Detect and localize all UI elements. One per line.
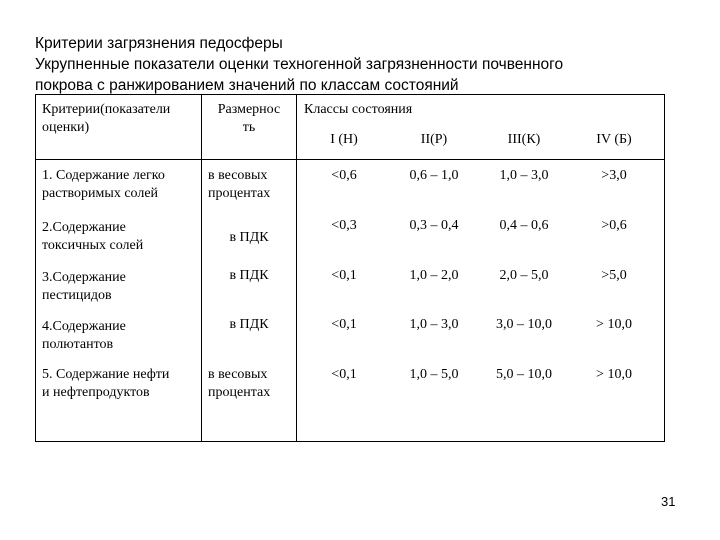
row-5-class-4: > 10,0 xyxy=(596,367,632,382)
row-2-class-1: <0,3 xyxy=(331,218,357,233)
header-class-3: III(К) xyxy=(507,132,541,147)
row-1-class-1: <0,6 xyxy=(331,168,357,183)
row-1-class-2: 0,6 – 1,0 xyxy=(409,168,459,183)
row-5-class-3: 5,0 – 10,0 xyxy=(496,367,552,382)
row-4-class-1: <0,1 xyxy=(331,317,357,332)
row-4-criteria-line2: полютантов xyxy=(42,337,114,352)
row-1-class-4: >3,0 xyxy=(601,168,627,183)
table-row-4-criteria xyxy=(42,318,202,354)
row-2-criteria-line1: 2.Содержание xyxy=(42,220,126,235)
row-1-class-3: 1,0 – 3,0 xyxy=(499,168,549,183)
table-row-5-criteria xyxy=(42,366,202,402)
header-class-2: II(Р) xyxy=(420,132,448,147)
row-1-criteria-line2: растворимых солей xyxy=(42,186,159,201)
slide-title xyxy=(35,33,705,96)
row-3-criteria-line2: пестицидов xyxy=(42,288,112,303)
header-class-4: IV (Б) xyxy=(596,132,632,147)
table-row-2-unit: в ПДК xyxy=(229,230,269,245)
title-line-3: покрова с ранжированием значений по классам состояний xyxy=(35,77,459,94)
header-criteria xyxy=(42,101,202,137)
title-line-1: Критерии загрязнения педосферы xyxy=(35,35,283,52)
row-5-class-1: <0,1 xyxy=(331,367,357,382)
page-number: 31 xyxy=(661,494,676,509)
row-4-class-2: 1,0 – 3,0 xyxy=(409,317,459,332)
header-class-1: I (Н) xyxy=(330,132,358,147)
row-2-class-3: 0,4 – 0,6 xyxy=(499,218,549,233)
row-5-unit-line1: в весовых xyxy=(208,367,268,382)
criteria-table xyxy=(35,94,665,442)
row-3-class-3: 2,0 – 5,0 xyxy=(499,268,549,283)
table-row-4-unit: в ПДК xyxy=(229,317,269,332)
row-4-class-4: > 10,0 xyxy=(596,317,632,332)
header-criteria-line2: оценки) xyxy=(42,120,90,135)
row-4-criteria-line1: 4.Содержание xyxy=(42,319,126,334)
table-row-5-unit xyxy=(208,366,298,402)
row-3-criteria-line1: 3.Содержание xyxy=(42,270,126,285)
table-row-3-criteria xyxy=(42,269,202,305)
row-3-class-2: 1,0 – 2,0 xyxy=(409,268,459,283)
table-row-2-criteria xyxy=(42,219,202,255)
title-line-2: Укрупненные показатели оценки техногенной загрязненности почвенного xyxy=(35,56,564,73)
header-criteria-line1: Критерии(показатели xyxy=(42,102,171,117)
row-1-unit-line1: в весовых xyxy=(208,168,268,183)
row-5-criteria-line1: 5. Содержание нефти xyxy=(42,367,170,382)
table-row-1-unit xyxy=(208,167,298,203)
header-unit xyxy=(204,101,294,137)
row-3-class-1: <0,1 xyxy=(331,268,357,283)
row-4-class-3: 3,0 – 10,0 xyxy=(496,317,552,332)
row-2-class-2: 0,3 – 0,4 xyxy=(409,218,459,233)
header-classes: Классы состояния xyxy=(304,102,413,117)
row-5-criteria-line2: и нефтепродуктов xyxy=(42,385,150,400)
row-divider-header xyxy=(36,159,664,160)
row-5-class-2: 1,0 – 5,0 xyxy=(409,367,459,382)
row-2-criteria-line2: токсичных солей xyxy=(42,238,144,253)
row-1-criteria-line1: 1. Содержание легко xyxy=(42,168,165,183)
table-row-3-unit: в ПДК xyxy=(229,268,269,283)
row-3-class-4: >5,0 xyxy=(601,268,627,283)
row-5-unit-line2: процентах xyxy=(208,385,271,400)
header-unit-line2: ть xyxy=(242,120,256,135)
header-unit-line1: Размернос xyxy=(217,102,281,117)
table-row-1-criteria xyxy=(42,167,202,203)
row-2-class-4: >0,6 xyxy=(601,218,627,233)
row-1-unit-line2: процентах xyxy=(208,186,271,201)
